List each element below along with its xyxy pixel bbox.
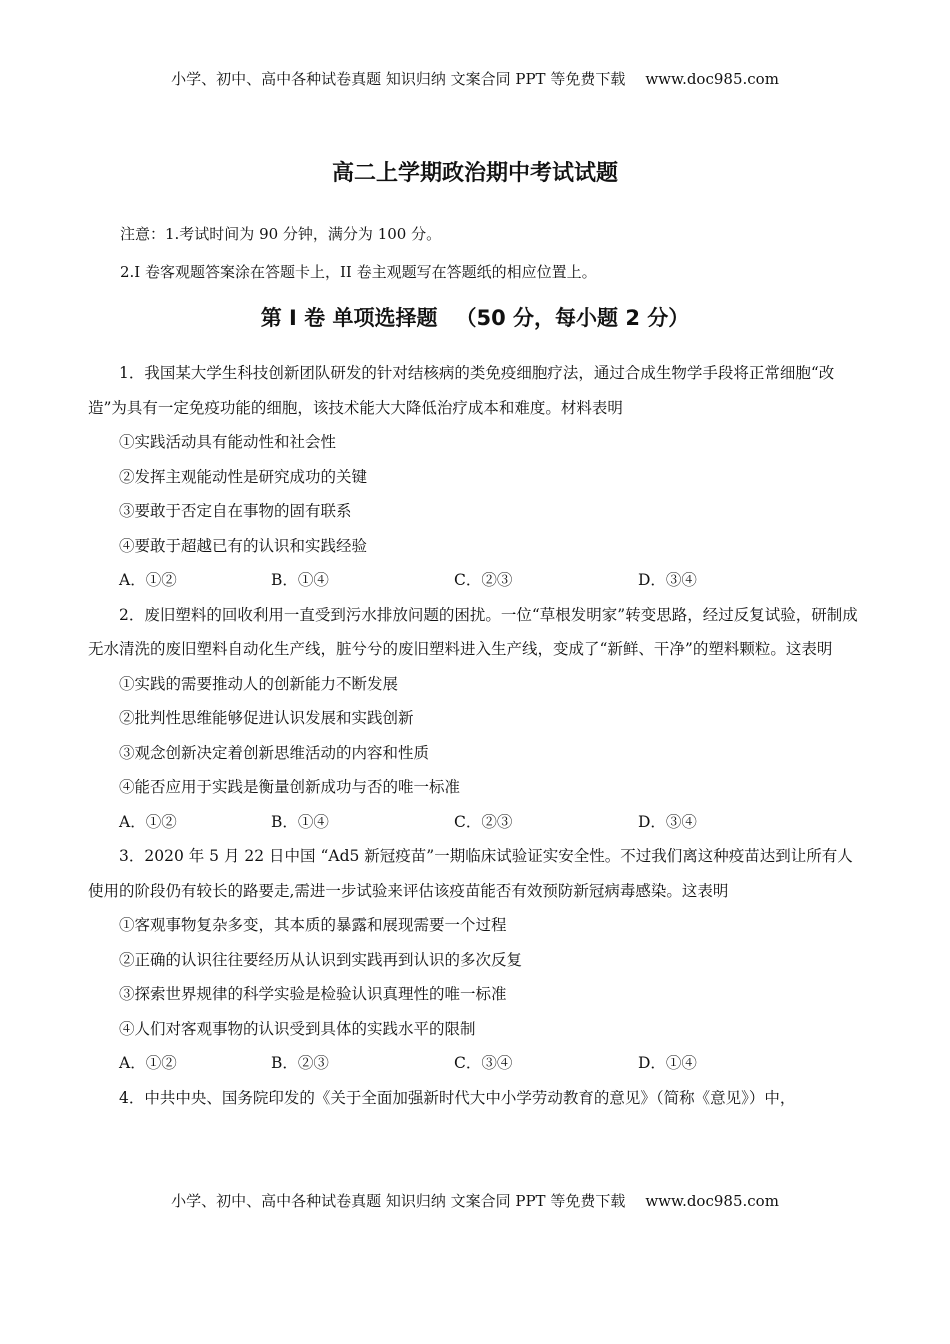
page-header (0, 68, 950, 89)
question-stem: 3．2020 年 5 月 22 日中国 “Ad5 新冠疫苗”一期临床试验证实安全性。不过我们离这种疫苗达到让所有人使用的阶段仍有较长的路要走,需进一步试验来评估该疫苗能否有效预防新冠病毒感染。这表明 (88, 847, 853, 900)
statement-option: ④要敢于超越已有的认识和实践经验 (119, 536, 368, 555)
choice-b: B．①④ (271, 571, 329, 589)
exam-title: 高二上学期政治期中考试试题 (331, 161, 618, 186)
question-stem: 2．废旧塑料的回收利用一直受到污水排放问题的困扰。一位“草根发明家”转变思路，经过反复试验，研制成无水清洗的废旧塑料自动化生产线，脏兮兮的废旧塑料进入生产线，变成了“新鲜、干净”的塑料颗粒。这表明 (88, 605, 858, 658)
footer-site-link[interactable]: www.doc985.com (645, 1192, 779, 1210)
note-1: 注意：1.考试时间为 90 分钟，满分为 100 分。 (120, 225, 442, 243)
question-stem: 1．我国某大学生科技创新团队研发的针对结核病的类免疫细胞疗法，通过合成生物学手段将正常细胞“改造”为具有一定免疫功能的细胞，该技术能大大降低治疗成本和难度。材料表明 (88, 364, 835, 417)
choice-b: B．②③ (271, 1054, 329, 1072)
choice-d: D．③④ (638, 571, 697, 589)
question-2 (88, 598, 868, 840)
choice-c: C．③④ (454, 1054, 513, 1072)
statement-option: ①实践的需要推动人的创新能力不断发展 (119, 674, 399, 693)
answer-choices (88, 1046, 868, 1081)
answer-choices (88, 805, 868, 840)
choice-d: D．③④ (638, 812, 697, 831)
statement-option: ②正确的认识往往要经历从认识到实践再到认识的多次反复 (119, 950, 523, 969)
choice-b: B．①④ (271, 812, 329, 831)
exam-notes (120, 224, 880, 300)
statement-option: ③观念创新决定着创新思维活动的内容和性质 (119, 743, 430, 762)
footer-text: 小学、初中、高中各种试卷真题 知识归纳 文案合同 PPT 等免费下载 (171, 1192, 626, 1210)
choice-a: A．①② (119, 812, 177, 831)
statement-option: ③要敢于否定自在事物的固有联系 (119, 502, 352, 520)
statement-option: ④能否应用于实践是衡量创新成功与否的唯一标准 (119, 778, 461, 796)
statement-option: ②批判性思维能够促进认识发展和实践创新 (119, 709, 414, 727)
question-stem: 4．中共中央、国务院印发的《关于全面加强新时代大中小学劳动教育的意见》（简称《意见》）中， (119, 1088, 796, 1107)
question-3 (88, 839, 868, 1081)
header-text: 小学、初中、高中各种试卷真题 知识归纳 文案合同 PPT 等免费下载 (171, 70, 626, 88)
statement-option: ①实践活动具有能动性和社会性 (119, 433, 337, 451)
choice-c: C．②③ (454, 571, 513, 589)
statement-option: ①客观事物复杂多变，其本质的暴露和展现需要一个过程 (119, 916, 507, 934)
choice-a: A．①② (119, 1054, 177, 1072)
section-detail: （50 分，每小题 2 分） (455, 306, 690, 330)
statement-option: ③探索世界规律的科学实验是检验认识真理性的唯一标准 (119, 985, 507, 1003)
statement-option: ④人们对客观事物的认识受到具体的实践水平的限制 (119, 1019, 476, 1038)
header-site-link[interactable]: www.doc985.com (645, 70, 779, 88)
section-label: 第 I 卷 单项选择题 (260, 306, 438, 330)
choice-a: A．①② (119, 571, 177, 589)
question-4 (88, 1081, 868, 1116)
choice-d: D．①④ (638, 1054, 697, 1072)
choice-c: C．②③ (454, 812, 513, 831)
note-2: 2.I 卷客观题答案涂在答题卡上，II 卷主观题写在答题纸的相应位置上。 (120, 263, 597, 281)
answer-choices (88, 563, 868, 598)
section-title (0, 302, 950, 332)
page-footer (0, 1190, 950, 1211)
question-1 (88, 356, 868, 598)
question-list (88, 356, 868, 1115)
statement-option: ②发挥主观能动性是研究成功的关键 (119, 467, 368, 486)
